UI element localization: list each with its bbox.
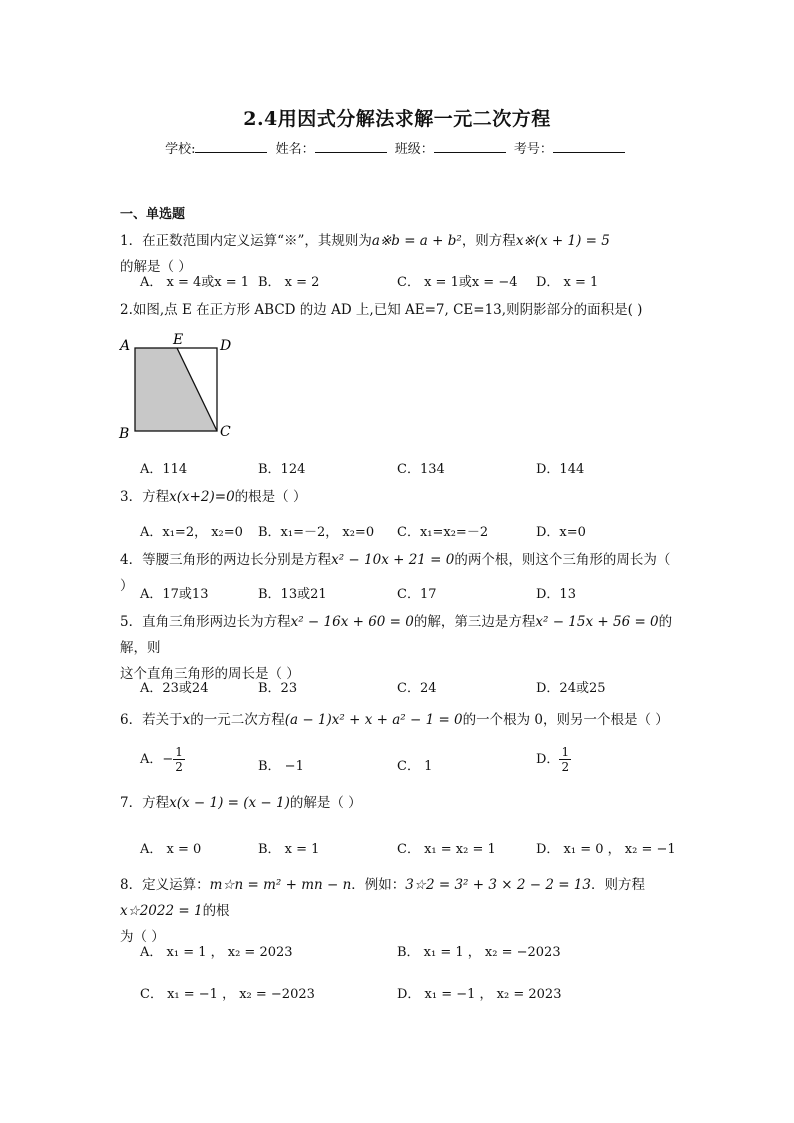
q8-option-a[interactable]: A． x₁ = 1 ， x₂ = 2023 [140,945,293,960]
q1-option-c[interactable]: C． x = 1或x = −4 [397,275,518,290]
q4-option-b[interactable]: B．13或21 [258,587,327,602]
q7-option-d[interactable]: D． x₁ = 0 ， x₂ = −1 [536,842,676,857]
q6-option-b[interactable]: B． −1 [258,759,304,774]
q3-option-b[interactable]: B．x₁=－2， x₂=0 [258,525,375,540]
school-label: 学校: [165,142,196,157]
exam-number-blank[interactable] [553,140,625,153]
student-info-line [0,138,794,157]
q3-option-d[interactable]: D．x=0 [536,525,586,540]
q7-option-b[interactable]: B． x = 1 [258,842,320,857]
question-2: 2.如图,点 E 在正方形 ABCD 的边 AD 上,已知 AE=7, CE=13,则阴影部分的面积是( ) [120,302,643,318]
q1-rule-formula: a※b = a + b² [371,233,462,249]
square-figure [115,330,245,442]
q8-option-c[interactable]: C． x₁ = −1 ， x₂ = −2023 [140,987,315,1002]
question-6: 6．若关于x的一元二次方程(a − 1)x² + x + a² − 1 = 0的一个根为 0，则另一个根是（ ） [120,712,669,728]
name-blank[interactable] [315,140,387,153]
page-title: 2.4用因式分解法求解一元二次方程 [243,108,551,130]
q1-equation: x※(x + 1) = 5 [515,233,610,249]
name-label: 姓名： [275,142,315,157]
vertex-b-label: B [119,426,130,442]
q2-option-b[interactable]: B．124 [258,462,306,477]
question-7: 7．方程x(x − 1) = (x − 1)的解是（ ） [120,795,362,811]
q2-option-a[interactable]: A．114 [140,462,188,477]
q5-option-d[interactable]: D．24或25 [536,681,606,696]
q4-equation: x² − 10x + 21 = 0 [331,552,455,568]
q6-option-a-fraction: $\frac{1}{2}$ [175,745,183,774]
vertex-a-label: A [120,338,131,354]
q5-equation-1: x² − 16x + 60 = 0 [290,614,414,630]
q1-option-b[interactable]: B． x = 2 [258,275,320,290]
q6-equation: (a − 1)x² + x + a² − 1 = 0 [284,712,463,728]
q6-option-d[interactable]: D． $\frac{1}{2}$ [536,745,570,774]
q5-option-b[interactable]: B．23 [258,681,298,696]
q8-equation: x☆2022 = 1 [120,903,203,919]
q5-equation-2: x² − 15x + 56 = 0 [535,614,659,630]
q1-option-d[interactable]: D． x = 1 [536,275,599,290]
vertex-d-label: D [220,338,232,354]
q8-option-b[interactable]: B． x₁ = 1 ， x₂ = −2023 [397,945,561,960]
q1-option-a[interactable]: A． x = 4或x = 1 [140,275,250,290]
question-5: 5．直角三角形两边长为方程x² − 16x + 60 = 0的解，第三边是方程x² − 15x + 56 = 0的解，则 这个直角三角形的周长是（ ） [120,614,673,682]
q4-option-c[interactable]: C．17 [397,587,437,602]
q2-option-c[interactable]: C．134 [397,462,445,477]
q3-option-c[interactable]: C．x₁=x₂=－2 [397,525,489,540]
q4-option-a[interactable]: A．17或13 [140,587,209,602]
q8-example: 3☆2 = 3² + 3 × 2 − 2 = 13 [405,877,591,893]
q2-option-d[interactable]: D．144 [536,462,585,477]
q8-definition: m☆n = m² + mn − n [209,877,352,893]
question-3: 3．方程x(x+2)=0的根是（ ） [120,489,307,505]
q6-option-c[interactable]: C． 1 [397,759,433,774]
q3-option-a[interactable]: A．x₁=2， x₂=0 [140,525,243,540]
q4-option-d[interactable]: D．13 [536,587,576,602]
q7-option-a[interactable]: A． x = 0 [140,842,202,857]
section-heading: 一、单选题 [120,207,186,222]
vertex-c-label: C [220,424,231,440]
question-1: 1．在正数范围内定义运算“※”，其规则为a※b = a + b²，则方程x※(x + 1) = 5的解是（ ） [120,233,610,275]
q5-option-a[interactable]: A．23或24 [140,681,209,696]
class-label: 班级： [394,142,434,157]
q7-option-c[interactable]: C． x₁ = x₂ = 1 [397,842,496,857]
q6-option-a[interactable]: A．− $\frac{1}{2}$ [140,745,183,774]
school-blank[interactable] [195,140,267,153]
q3-equation: x(x+2)=0 [169,489,235,505]
question-4: 4．等腰三角形的两边长分别是方程x² − 10x + 21 = 0的两个根，则这个三角形的周长为（ ） [120,552,671,594]
class-blank[interactable] [434,140,506,153]
q8-option-d[interactable]: D． x₁ = −1 ， x₂ = 2023 [397,987,562,1002]
shaded-region [135,348,217,431]
q7-equation: x(x − 1) = (x − 1) [169,795,290,811]
q5-option-c[interactable]: C．24 [397,681,437,696]
exam-label: 考号： [513,142,553,157]
q6-option-d-fraction: $\frac{1}{2}$ [561,745,570,774]
q6-variable: x [182,712,191,728]
question-8: 8．定义运算：m☆n = m² + mn − n．例如：3☆2 = 3² + 3 × 2 − 2 = 13．则方程x☆2022 = 1的根 为（ ） [120,877,645,945]
vertex-e-label: E [173,332,184,348]
